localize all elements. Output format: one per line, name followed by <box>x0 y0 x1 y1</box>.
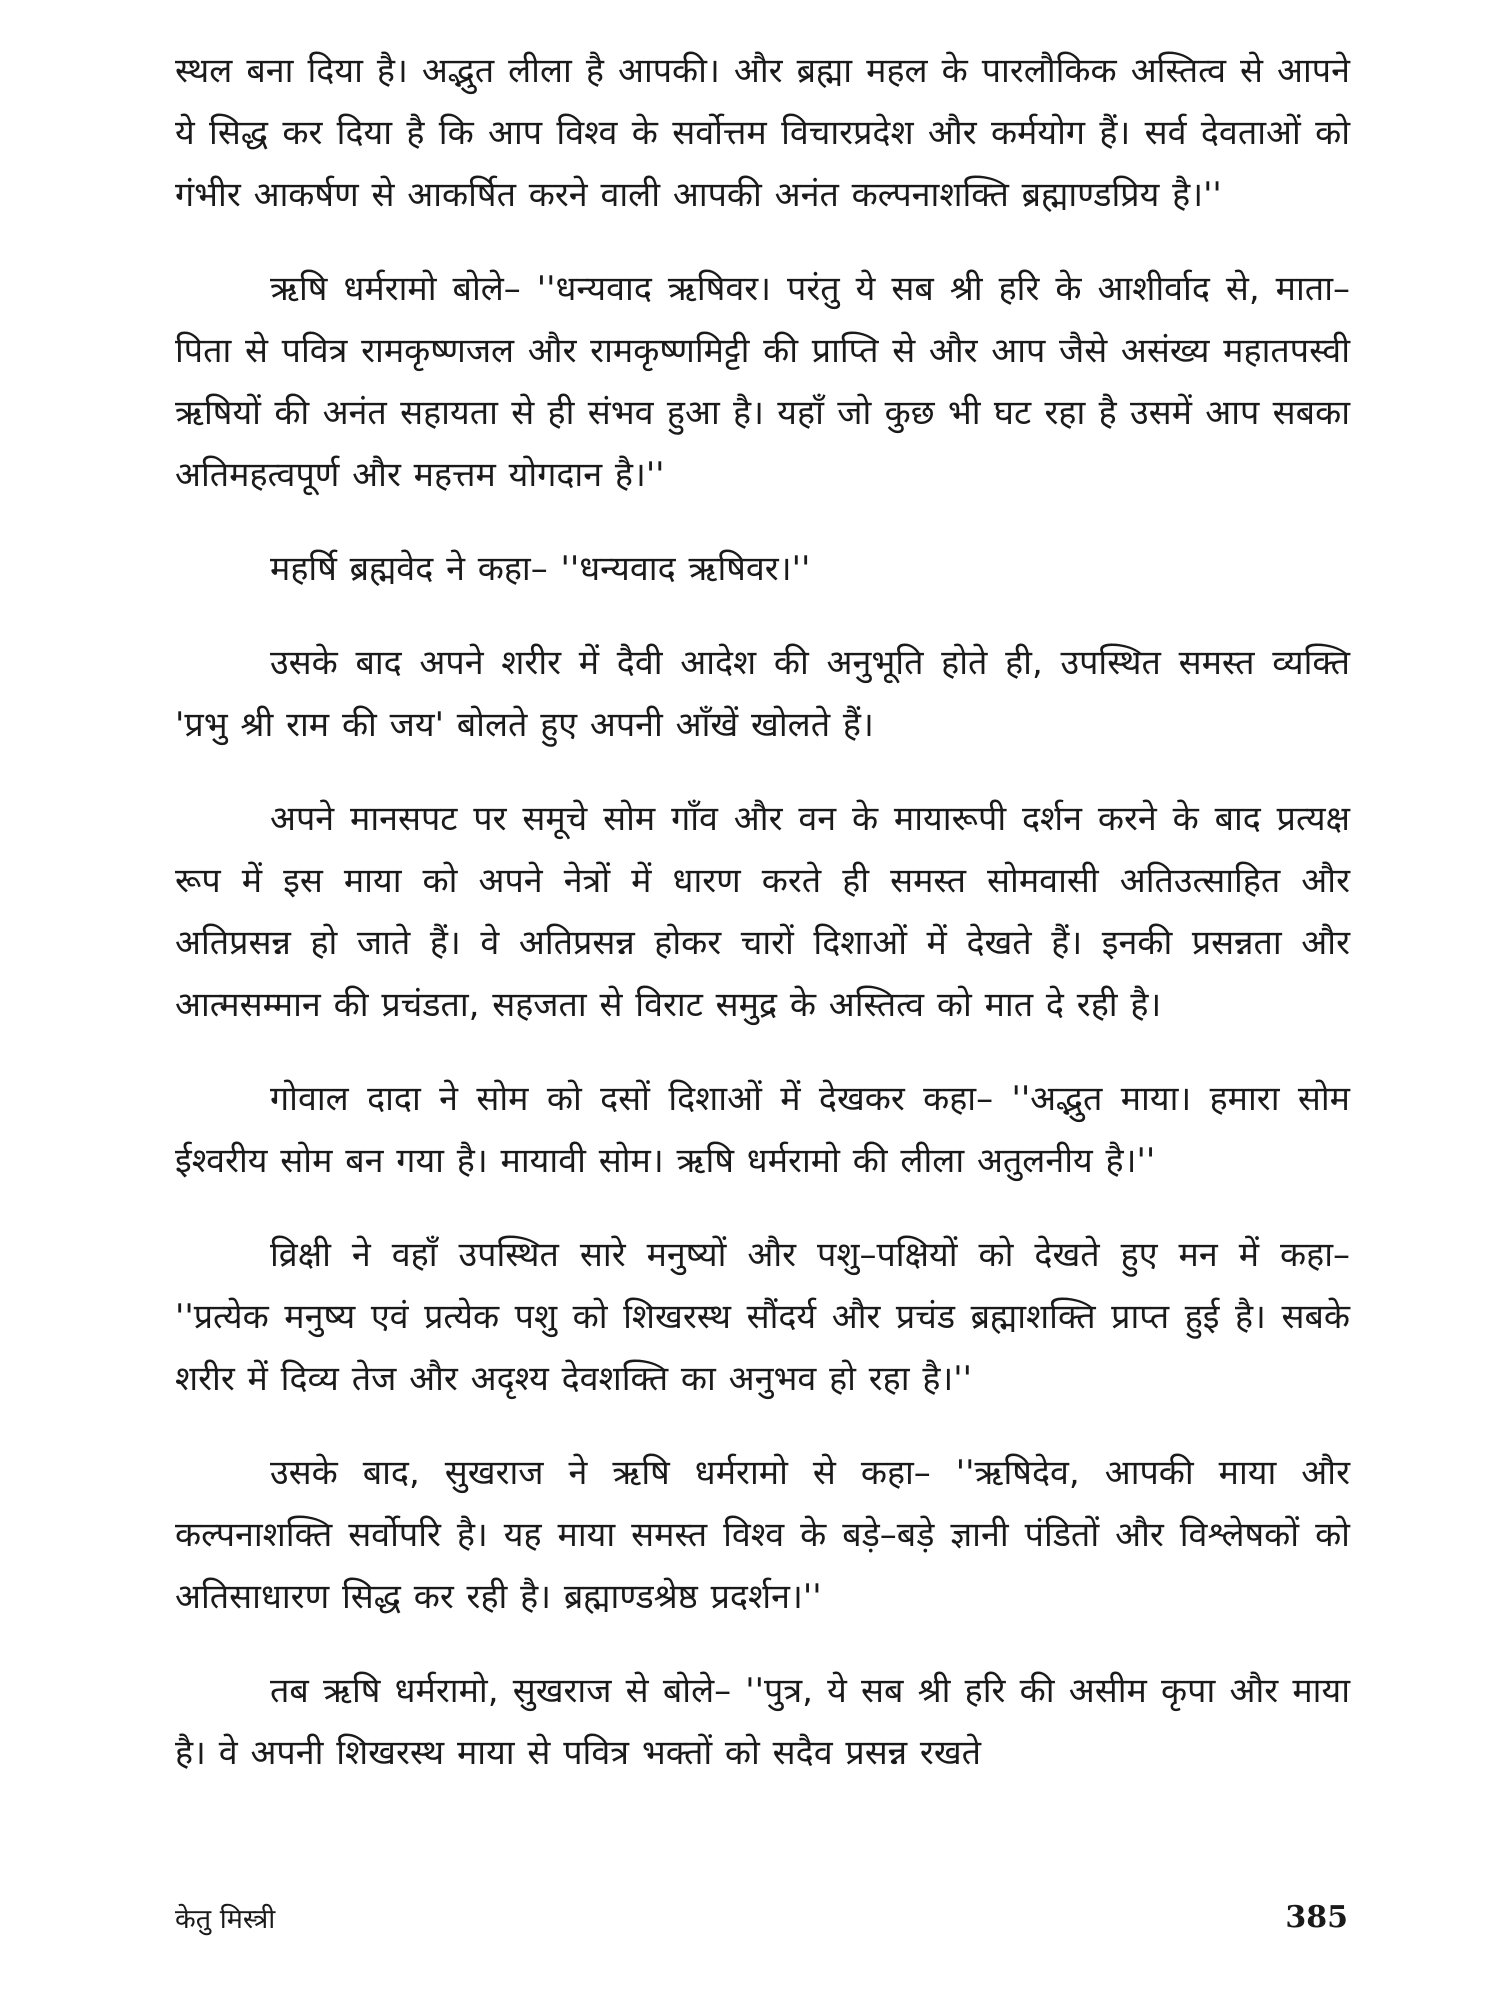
paragraph: गोवाल दादा ने सोम को दसों दिशाओं में देखकर कहा– ''अद्भुत माया। हमारा सोम ईश्वरीय सोम बन गया है। मायावी सोम। ऋषि धर्मरामो की लीला अतुलनीय है।'' <box>175 1079 1350 1181</box>
paragraph: तब ऋषि धर्मरामो, सुखराज से बोले– ''पुत्र, ये सब श्री हरि की असीम कृपा और माया है। वे अपनी शिखरस्थ माया से पवित्र भक्तों को सदैव प्रसन्न रखते <box>175 1671 1350 1773</box>
paragraph: व्रिक्षी ने वहाँ उपस्थित सारे मनुष्यों और पशु–पक्षियों को देखते हुए मन में कहा– ''प्रत्येक मनुष्य एवं प्रत्येक पशु को शिखरस्थ सौंदर्य और प्रचंड ब्रह्माशक्ति प्राप्त हुई है। सबके शरीर में दिव्य तेज और अदृश्य देवशक्ति का अनुभव हो रहा है।'' <box>175 1235 1350 1399</box>
paragraph: उसके बाद, सुखराज ने ऋषि धर्मरामो से कहा– ''ऋषिदेव, आपकी माया और कल्पनाशक्ति सर्वोपरि है। यह माया समस्त विश्व के बड़े–बड़े ज्ञानी पंडितों और विश्लेषकों को अतिसाधारण सिद्ध कर रही है। ब्रह्माण्डश्रेष्ठ प्रदर्शन।'' <box>175 1453 1350 1617</box>
paragraph: उसके बाद अपने शरीर में दैवी आदेश की अनुभूति होते ही, उपस्थित समस्त व्यक्ति 'प्रभु श्री राम की जय' बोलते हुए अपनी आँखें खोलते हैं। <box>175 643 1350 745</box>
page-body <box>175 40 1350 1816</box>
footer-author-name: केतु मिस्त्री <box>175 1904 276 1935</box>
paragraph-continued: स्थल बना दिया है। अद्भुत लीला है आपकी। और ब्रह्मा महल के पारलौकिक अस्तित्व से आपने ये सिद्ध कर दिया है कि आप विश्व के सर्वोत्तम विचारप्रदेश और कर्मयोग हैं। सर्व देवताओं को गंभीर आकर्षण से आकर्षित करने वाली आपकी अनंत कल्पनाशक्ति ब्रह्माण्डप्रिय है।'' <box>175 51 1350 215</box>
paragraph: महर्षि ब्रह्मवेद ने कहा– ''धन्यवाद ऋषिवर।'' <box>270 549 811 589</box>
page-number: 385 <box>1285 1900 1348 1935</box>
paragraph: ऋषि धर्मरामो बोले– ''धन्यवाद ऋषिवर। परंतु ये सब श्री हरि के आशीर्वाद से, माता–पिता से पवित्र रामकृष्णजल और रामकृष्णमिट्टी की प्राप्ति से और आप जैसे असंख्य महातपस्वी ऋषियों की अनंत सहायता से ही संभव हुआ है। यहाँ जो कुछ भी घट रहा है उसमें आप सबका अतिमहत्वपूर्ण और महत्तम योगदान है।'' <box>175 269 1350 495</box>
paragraph: अपने मानसपट पर समूचे सोम गाँव और वन के मायारूपी दर्शन करने के बाद प्रत्यक्ष रूप में इस माया को अपने नेत्रों में धारण करते ही समस्त सोमवासी अतिउत्साहित और अतिप्रसन्न हो जाते हैं। वे अतिप्रसन्न होकर चारों दिशाओं में देखते हैं। इनकी प्रसन्नता और आत्मसम्मान की प्रचंडता, सहजता से विराट समुद्र के अस्तित्व को मात दे रही है। <box>175 799 1350 1025</box>
